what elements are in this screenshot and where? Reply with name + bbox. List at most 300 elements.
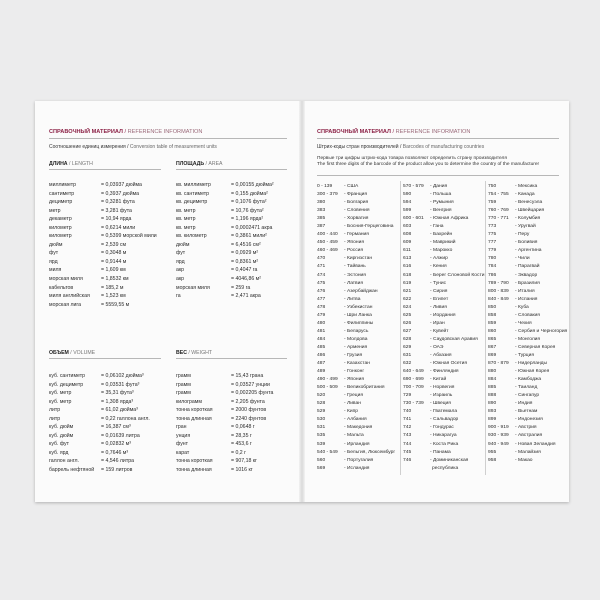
- barcode-row: [488, 377, 568, 385]
- barcode-row: [317, 297, 397, 305]
- table-row: [176, 424, 291, 433]
- barcode-prefix: 885: [488, 385, 497, 391]
- unit-equivalent: = 1,523 км: [101, 293, 126, 300]
- table-row: [49, 225, 171, 234]
- barcode-prefix: 850: [488, 304, 497, 310]
- country-name: - Польша: [430, 192, 452, 198]
- barcode-prefix: 603: [403, 224, 412, 230]
- country-name: республика: [432, 465, 459, 471]
- table-row: [49, 233, 171, 242]
- unit-equivalent: = 1,308 ярда³: [101, 398, 134, 405]
- unit-equivalent: = 2,205 фунта: [231, 398, 265, 405]
- country-name: - Ирландия: [344, 441, 370, 447]
- section-title-ru: ДЛИНА: [49, 161, 68, 167]
- table-row: [49, 390, 171, 399]
- unit-equivalent: = 185,2 м: [101, 284, 124, 291]
- barcode-prefix: 890: [488, 401, 497, 407]
- unit-name: кабельтов: [49, 284, 74, 291]
- barcode-prefix: 631: [403, 352, 412, 358]
- country-name: - Литва: [344, 296, 361, 302]
- country-name: - Иран: [430, 320, 445, 326]
- country-name: - Тунис: [430, 280, 447, 286]
- barcode-prefix: 611: [403, 248, 411, 254]
- barcode-prefix: 530: [317, 417, 326, 423]
- unit-name: куб. метр: [49, 398, 72, 405]
- length-table: [49, 182, 171, 310]
- country-name: - Сингапур: [515, 393, 540, 399]
- barcode-row: [488, 264, 568, 272]
- country-name: - Южная Осетия: [430, 361, 468, 367]
- country-name: - Узбекистан: [344, 304, 373, 310]
- barcode-prefix: 858: [488, 312, 497, 318]
- country-name: - Берег Слоновой Кости: [430, 272, 485, 278]
- unit-name: метр: [49, 207, 61, 214]
- table-row: [49, 208, 171, 217]
- barcode-row: [403, 305, 483, 313]
- unit-equivalent: = 0,3281 фута: [101, 199, 135, 206]
- unit-name: сантиметр: [49, 190, 75, 197]
- unit-name: дюйм: [176, 241, 190, 248]
- country-name: - Болгария: [344, 200, 369, 206]
- barcode-row: [403, 450, 483, 458]
- barcode-prefix: 867: [488, 344, 497, 350]
- country-name: - Финляндия: [430, 369, 459, 375]
- barcode-prefix: 490 - 499: [317, 377, 338, 383]
- barcode-prefix: 470: [317, 256, 326, 262]
- table-row: [176, 242, 291, 251]
- unit-name: килограмм: [176, 398, 202, 405]
- unit-equivalent: = 0,0002471 акра: [231, 224, 273, 231]
- barcode-intro: [317, 156, 539, 168]
- country-name: - Куба: [515, 304, 529, 310]
- country-name: - Аргентина: [515, 248, 542, 254]
- unit-equivalent: = 0,1076 фута²: [231, 199, 267, 206]
- barcode-prefix: 560: [317, 457, 326, 463]
- unit-equivalent: = 28,35 г: [231, 432, 252, 439]
- unit-name: декаметр: [49, 216, 72, 223]
- country-name: - Босния-Герцеговина: [344, 224, 394, 230]
- table-row: [49, 259, 171, 268]
- barcode-prefix: 380: [317, 200, 326, 206]
- barcode-row: [317, 345, 397, 353]
- section-title-en: AREA: [208, 161, 223, 167]
- unit-name: тонна короткая: [176, 407, 213, 414]
- barcode-row: [488, 458, 568, 466]
- barcode-prefix: 300 - 379: [317, 192, 338, 198]
- country-name: - Боливия: [515, 240, 538, 246]
- barcode-prefix: 789 - 790: [488, 280, 509, 286]
- country-name: - Маврикий: [430, 240, 456, 246]
- barcode-prefix: 385: [317, 216, 326, 222]
- column-divider: [400, 181, 401, 475]
- barcode-prefix: 900 - 919: [488, 425, 509, 431]
- barcode-prefix: 859: [488, 320, 497, 326]
- country-name: - Никарагуа: [430, 433, 457, 439]
- barcode-row: [403, 466, 483, 474]
- country-name: - Испания: [515, 296, 538, 302]
- table-row: [176, 373, 291, 382]
- barcode-row: [403, 200, 483, 208]
- unit-name: фут: [49, 250, 59, 257]
- table-row: [176, 382, 291, 391]
- subtitle-ru: Соотношение единиц измерения: [49, 144, 126, 150]
- barcode-prefix: 624: [403, 304, 412, 310]
- barcode-prefix: 780: [488, 256, 497, 262]
- unit-equivalent: = 0,0648 г: [231, 424, 255, 431]
- country-name: - Сербия и Черногория: [515, 328, 568, 334]
- country-name: - Казахстан: [344, 361, 370, 367]
- barcode-row: [488, 313, 568, 321]
- page-subtitle: [49, 144, 217, 150]
- barcode-row: [317, 321, 397, 329]
- country-name: - Греция: [344, 393, 363, 399]
- barcode-prefix: 484: [317, 336, 326, 342]
- header-en: REFERENCE INFORMATION: [395, 129, 471, 135]
- country-name: - Саудовская Аравия: [430, 336, 478, 342]
- barcode-prefix: 569: [317, 465, 326, 471]
- barcode-row: [317, 353, 397, 361]
- table-row: [176, 191, 291, 200]
- barcode-prefix: 383: [317, 208, 326, 214]
- barcode-row: [317, 305, 397, 313]
- unit-equivalent: = 1,8532 км: [101, 276, 129, 283]
- country-name: - Северная Корея: [515, 344, 556, 350]
- country-name: - Бразилия: [515, 280, 540, 286]
- country-name: - Дания: [430, 184, 448, 189]
- section-title-area: [176, 161, 223, 167]
- header-rule: [317, 138, 559, 139]
- barcode-prefix: 640 - 649: [403, 369, 424, 375]
- unit-name: куб. дюйм: [49, 424, 74, 431]
- barcode-prefix: 627: [403, 328, 412, 334]
- header-separator: /: [390, 129, 396, 135]
- country-name: - Макао: [515, 457, 533, 463]
- unit-equivalent: = 0,01639 литра: [101, 432, 140, 439]
- unit-name: литр: [49, 415, 61, 422]
- barcode-prefix: 800 - 839: [488, 288, 509, 294]
- barcode-row: [403, 313, 483, 321]
- barcode-row: [488, 289, 568, 297]
- table-row: [176, 467, 291, 476]
- country-name: - Кувейт: [430, 328, 449, 334]
- barcode-prefix: 478: [317, 304, 326, 310]
- barcode-row: [403, 377, 483, 385]
- unit-equivalent: = 0,03531 фута³: [101, 381, 140, 388]
- country-name: - Мальта: [344, 433, 364, 439]
- unit-name: ярд: [176, 258, 185, 265]
- barcode-prefix: 0 - 139: [317, 184, 333, 189]
- barcode-row: [317, 385, 397, 393]
- country-name: - Шри Ланка: [344, 312, 372, 318]
- country-name: - Гондурас: [430, 425, 454, 431]
- table-row: [176, 441, 291, 450]
- unit-equivalent: = 0,2 г: [231, 449, 247, 456]
- unit-name: дециметр: [49, 199, 73, 206]
- section-title-en: LENGTH: [71, 161, 93, 167]
- unit-name: миля английская: [49, 293, 90, 300]
- barcode-row: [317, 289, 397, 297]
- unit-equivalent: = 0,06102 дюйма³: [101, 373, 144, 379]
- unit-name: га: [176, 293, 181, 300]
- country-name: - Словения: [344, 208, 370, 214]
- section-title-weight: [176, 350, 212, 356]
- barcode-prefix: 759: [488, 200, 497, 206]
- barcode-row: [317, 281, 397, 289]
- section-title-en: WEIGHT: [191, 350, 213, 356]
- unit-equivalent: = 0,0929 м²: [231, 250, 259, 257]
- unit-name: баррель нефтяной: [49, 467, 95, 474]
- barcode-prefix: 628: [403, 336, 412, 342]
- volume-table: [49, 373, 171, 476]
- barcode-row: [403, 281, 483, 289]
- barcode-prefix: 754 - 755: [488, 192, 509, 198]
- unit-equivalent: = 2000 фунтов: [231, 407, 267, 414]
- barcode-prefix: 387: [317, 224, 326, 230]
- barcode-prefix: 779: [488, 248, 497, 254]
- barcode-column-3: [488, 184, 568, 466]
- barcode-prefix: 880: [488, 369, 497, 375]
- barcode-row: [317, 329, 397, 337]
- country-name: - Киргизстан: [344, 256, 373, 262]
- country-name: - Чили: [515, 256, 530, 262]
- table-row: [49, 450, 171, 459]
- unit-name: морская миля: [49, 276, 83, 283]
- country-name: - Швеция: [430, 401, 451, 407]
- barcode-row: [403, 184, 483, 192]
- unit-name: литр: [49, 407, 61, 414]
- country-name: - Панама: [430, 449, 451, 455]
- unit-name: морская миля: [176, 284, 210, 291]
- barcode-prefix: 590: [403, 192, 412, 198]
- country-name: - Нидерланды: [515, 361, 548, 367]
- country-name: - Албания: [344, 417, 367, 423]
- country-name: - ОАЭ: [430, 344, 444, 350]
- unit-name: грамм: [176, 373, 191, 379]
- barcode-prefix: 485: [317, 344, 326, 350]
- table-row: [49, 199, 171, 208]
- country-name: - Мексика: [515, 184, 538, 189]
- unit-equivalent: = 0,9144 м: [101, 258, 127, 265]
- country-name: - Южная Африка: [430, 216, 469, 222]
- barcode-prefix: 626: [403, 320, 412, 326]
- barcode-row: [488, 192, 568, 200]
- barcode-prefix: 750: [488, 184, 497, 189]
- header-separator: /: [122, 129, 128, 135]
- barcode-row: [488, 442, 568, 450]
- table-row: [49, 250, 171, 259]
- unit-name: грамм: [176, 381, 191, 388]
- unit-equivalent: = 0,7646 м³: [101, 449, 129, 456]
- unit-equivalent: = 0,3861 мили²: [231, 233, 267, 240]
- country-name: - Египет: [430, 296, 449, 302]
- unit-equivalent: = 0,002205 фунта: [231, 390, 274, 397]
- barcode-prefix: 773: [488, 224, 497, 230]
- barcode-prefix: 539: [317, 441, 326, 447]
- barcode-prefix: 599: [403, 208, 412, 214]
- table-row: [176, 458, 291, 467]
- section-title-separator: /: [67, 161, 72, 167]
- barcode-row: [403, 353, 483, 361]
- section-rule: [49, 358, 161, 359]
- barcode-prefix: 746: [403, 457, 412, 463]
- intro-en: The first three digits of the barcode of the product allow you to determine the country of the manufacturer: [317, 162, 540, 168]
- section-title-volume: [49, 350, 95, 356]
- table-row: [49, 424, 171, 433]
- country-name: - Эстония: [344, 272, 366, 278]
- unit-name: миля: [49, 267, 62, 274]
- table-row: [49, 182, 171, 191]
- barcode-row: [403, 289, 483, 297]
- barcode-row: [317, 313, 397, 321]
- barcode-prefix: 860: [488, 328, 497, 334]
- unit-equivalent: = 10,94 ярда: [101, 216, 132, 223]
- barcode-prefix: 529: [317, 409, 326, 415]
- country-name: - Гонконг: [344, 369, 365, 375]
- section-title-ru: ПЛОЩАДЬ: [176, 161, 205, 167]
- page-header: [317, 129, 470, 135]
- unit-name: кв. дециметр: [176, 199, 208, 206]
- barcode-prefix: 460 - 469: [317, 248, 338, 254]
- unit-name: кв. километр: [176, 233, 207, 240]
- unit-name: ярд: [49, 258, 58, 265]
- table-row: [176, 259, 291, 268]
- unit-equivalent: = 0,4047 га: [231, 267, 258, 274]
- header-ru: СПРАВОЧНЫЙ МАТЕРИАЛ: [317, 129, 391, 135]
- barcode-prefix: 481: [317, 328, 326, 334]
- barcode-row: [488, 297, 568, 305]
- country-name: - Венгрия: [430, 208, 452, 214]
- country-name: - Индонезия: [515, 417, 543, 423]
- barcode-row: [488, 273, 568, 281]
- unit-name: грамм: [176, 390, 191, 397]
- barcode-prefix: 608: [403, 232, 412, 238]
- barcode-row: [403, 361, 483, 369]
- country-name: - Исландия: [344, 465, 370, 471]
- country-name: - Филиппины: [344, 320, 374, 326]
- barcode-row: [403, 192, 483, 200]
- country-name: - Малайзия: [515, 449, 541, 455]
- header-en: REFERENCE INFORMATION: [127, 129, 203, 135]
- barcode-prefix: 770 - 771: [488, 216, 509, 222]
- barcode-prefix: 520: [317, 393, 326, 399]
- barcode-row: [403, 385, 483, 393]
- unit-name: акр: [176, 267, 185, 274]
- unit-equivalent: = 2,471 акра: [231, 293, 261, 300]
- table-row: [49, 467, 171, 476]
- unit-name: тонна короткая: [176, 458, 213, 465]
- country-name: - Парагвай: [515, 264, 540, 270]
- unit-name: кв. метр: [176, 224, 196, 231]
- barcode-row: [403, 442, 483, 450]
- unit-equivalent: = 0,03527 унции: [231, 381, 270, 388]
- unit-equivalent: = 453,6 г: [231, 441, 252, 448]
- barcode-row: [488, 184, 568, 192]
- header-rule: [49, 138, 287, 139]
- country-name: - Иордания: [430, 312, 456, 318]
- unit-equivalent: = 1,196 ярда²: [231, 216, 264, 223]
- subtitle-separator: /: [398, 144, 403, 150]
- barcode-prefix: 690 - 699: [403, 377, 424, 383]
- country-name: - Марокко: [430, 248, 453, 254]
- barcode-prefix: 840 - 849: [488, 296, 509, 302]
- country-name: - Бельгия, Люксембург: [344, 449, 396, 455]
- table-row: [49, 191, 171, 200]
- country-name: - Алжир: [430, 256, 448, 262]
- country-name: - Сирия: [430, 288, 448, 294]
- country-name: - Ливия: [430, 304, 447, 310]
- barcode-prefix: 745: [403, 449, 412, 455]
- country-name: - Эквадор: [515, 272, 538, 278]
- barcode-row: [488, 450, 568, 458]
- barcode-row: [488, 208, 568, 216]
- barcode-row: [403, 264, 483, 272]
- barcode-prefix: 570 - 579: [403, 184, 424, 189]
- barcode-prefix: 479: [317, 312, 326, 318]
- barcode-row: [488, 385, 568, 393]
- country-name: - Ливан: [344, 401, 361, 407]
- unit-equivalent: = 5559,55 м: [101, 301, 130, 308]
- barcode-row: [488, 305, 568, 313]
- country-name: - Словакия: [515, 312, 540, 318]
- unit-equivalent: = 0,00155 дюйма²: [231, 182, 274, 188]
- country-name: - Монголия: [515, 336, 541, 342]
- unit-equivalent: = 1,609 км: [101, 267, 126, 274]
- subtitle-separator: /: [125, 144, 130, 150]
- barcode-prefix: 700 - 709: [403, 385, 424, 391]
- country-name: - Перу: [515, 232, 530, 238]
- country-name: - Азербайджан: [344, 288, 378, 294]
- unit-name: гран: [176, 424, 187, 431]
- barcode-row: [488, 281, 568, 289]
- table-row: [49, 407, 171, 416]
- unit-equivalent: = 0,02832 м³: [101, 441, 131, 448]
- section-title-separator: /: [204, 161, 209, 167]
- table-row: [176, 407, 291, 416]
- country-name: - Китай: [430, 377, 447, 383]
- country-name: - Колумбия: [515, 216, 541, 222]
- barcode-prefix: 930 - 939: [488, 433, 509, 439]
- barcode-row: [317, 369, 397, 377]
- barcode-prefix: 486: [317, 352, 326, 358]
- subtitle-en: Barcodes of manufacturing countries: [402, 144, 485, 150]
- unit-equivalent: = 35,31 фута³: [101, 390, 134, 397]
- barcode-row: [488, 361, 568, 369]
- section-rule: [49, 169, 161, 170]
- country-name: - Молдова: [344, 336, 368, 342]
- country-name: - Уругвай: [515, 224, 536, 230]
- barcode-prefix: 476: [317, 288, 326, 294]
- barcode-prefix: 884: [488, 377, 497, 383]
- column-divider: [485, 181, 486, 475]
- barcode-prefix: 474: [317, 272, 326, 278]
- barcode-prefix: 958: [488, 457, 497, 463]
- open-notebook: [35, 101, 569, 502]
- table-row: [176, 199, 291, 208]
- country-name: - Новая Зеландия: [515, 441, 556, 447]
- table-row: [176, 293, 291, 302]
- country-name: - Израиль: [430, 393, 453, 399]
- table-row: [49, 293, 171, 302]
- unit-name: кв. метр: [176, 216, 196, 223]
- right-page: [305, 101, 569, 502]
- country-name: - Франция: [344, 192, 368, 198]
- country-name: - США: [344, 184, 359, 189]
- table-row: [49, 242, 171, 251]
- barcode-prefix: 742: [403, 425, 412, 431]
- country-name: - Македония: [344, 425, 373, 431]
- unit-equivalent: = 61,02 дюйма³: [101, 407, 138, 414]
- country-name: - Турция: [515, 352, 534, 358]
